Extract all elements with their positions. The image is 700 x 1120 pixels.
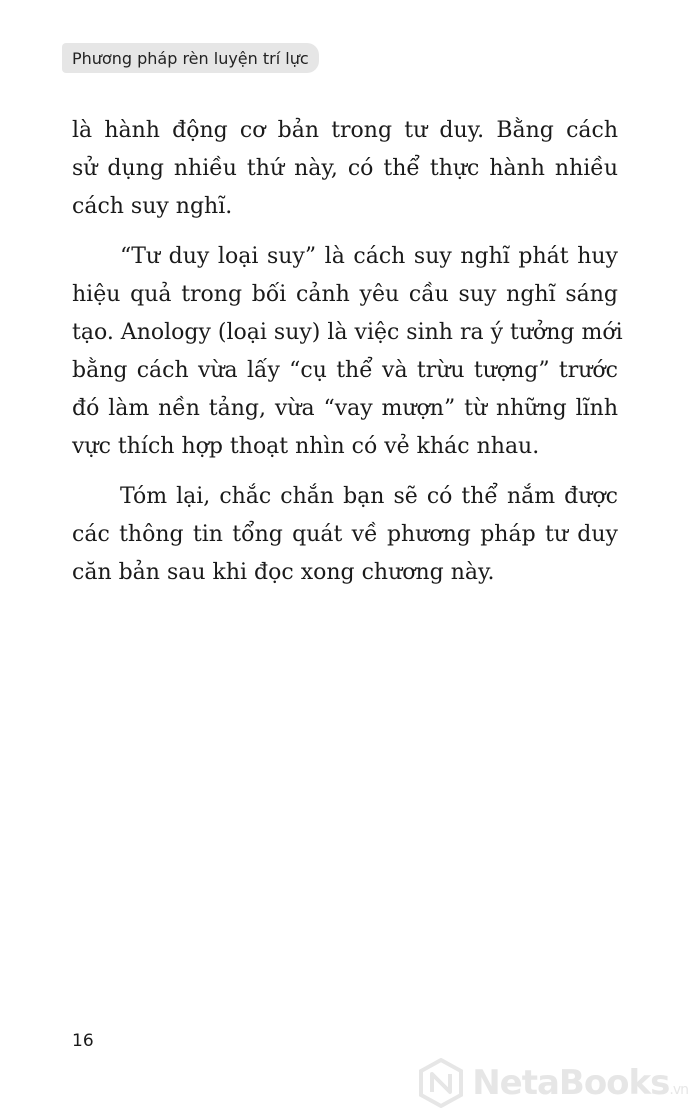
paragraph-line: tạo. Anology (loại suy) là việc sinh ra ý tưởng mới: [72, 320, 623, 345]
paragraph-line: “Tư duy loại suy” là cách suy nghĩ phát huy: [120, 244, 618, 269]
page-body: [72, 112, 623, 604]
paragraph-line: các thông tin tổng quát về phương pháp tư duy: [72, 522, 618, 547]
paragraph-1: [72, 112, 618, 226]
paragraph-line: Tóm lại, chắc chắn bạn sẽ có thể nắm được: [120, 484, 618, 509]
paragraph-line: đó làm nền tảng, vừa “vay mượn” từ những lĩnh: [72, 396, 618, 421]
paragraph-line: cách suy nghĩ.: [72, 194, 233, 219]
paragraph-line: sử dụng nhiều thứ này, có thể thực hành nhiều: [72, 156, 618, 181]
running-header: [62, 43, 319, 73]
paragraph-line: căn bản sau khi đọc xong chương này.: [72, 560, 495, 585]
paragraph-3: [72, 478, 618, 592]
paragraph-line: là hành động cơ bản trong tư duy. Bằng cách: [72, 118, 618, 143]
watermark-brand: NetaBooks: [472, 1063, 670, 1103]
watermark-text: [472, 1063, 688, 1103]
paragraph-line: bằng cách vừa lấy “cụ thể và trừu tượng” trước: [72, 358, 618, 383]
watermark-suffix: .vn: [669, 1082, 688, 1098]
paragraph-line: vực thích hợp thoạt nhìn có vẻ khác nhau.: [72, 434, 540, 459]
netabooks-watermark: [418, 1058, 688, 1108]
netabooks-logo-icon: [418, 1058, 464, 1108]
paragraph-2: [72, 238, 623, 466]
page-number: 16: [72, 1031, 94, 1051]
running-header-title: Phương pháp rèn luyện trí lực: [72, 48, 309, 68]
paragraph-line: hiệu quả trong bối cảnh yêu cầu suy nghĩ sáng: [72, 282, 618, 307]
